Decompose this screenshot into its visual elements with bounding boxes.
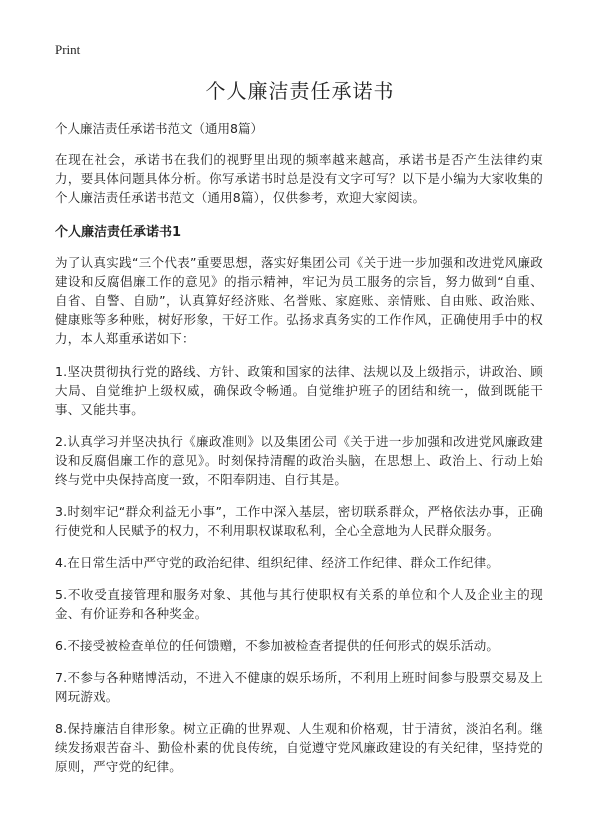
commitment-item-3: 3.时刻牢记“群众利益无小事”，工作中深入基层，密切联系群众，严格依法办事，正确行使党和人民赋予的权力，不利用职权谋取私利，全心全意地为人民群众服务。: [55, 504, 543, 538]
commitment-item-2: 2.认真学习并坚决执行《廉政准则》以及集团公司《关于进一步加强和改进党风廉政建设和反腐倡廉工作的意见》。时刻保持清醒的政治头脑，在思想上、政治上、行动上始终与党中央保持高度一致，不阳奉阴违、自行其是。: [55, 434, 543, 487]
lead-paragraph: 为了认真实践“三个代表”重要思想，落实好集团公司《关于进一步加强和改进党风廉政建设和反腐倡廉工作的意见》的指示精神，牢记为员工服务的宗旨，努力做到“自重、自省、自警、自励”，认真算好经济账、名誉账、家庭账、亲情账、自由账、政治账、健康账等多种账，树好形象，干好工作。弘扬求真务实的工作作风，正确使用手中的权力，本人郑重承诺如下：: [55, 255, 543, 346]
commitment-item-7: 7.不参与各种赌博活动，不进入不健康的娱乐场所，不利用上班时间参与股票交易及上网玩游戏。: [55, 670, 543, 704]
section-heading: 个人廉洁责任承诺书1: [55, 225, 182, 240]
document-subtitle: 个人廉洁责任承诺书范文（通用8篇）: [55, 121, 263, 136]
document-content: [55, 121, 543, 789]
commitment-item-8: 8.保持廉洁自律形象。树立正确的世界观、人生观和价格观，甘于清贫，淡泊名利。继续发扬艰苦奋斗、勤俭朴素的优良传统，自觉遵守党风廉政建设的有关纪律，坚持党的原则，严守党的纪律。: [55, 721, 543, 774]
commitment-item-5: 5.不收受直接管理和服务对象、其他与其行使职权有关系的单位和个人及企业主的现金、有价证券和各种奖金。: [55, 587, 543, 621]
commitment-item-4: 4.在日常生活中严守党的政治纪律、组织纪律、经济工作纪律、群众工作纪律。: [55, 555, 500, 570]
print-link[interactable]: Print: [55, 42, 81, 57]
commitment-item-6: 6.不接受被检查单位的任何馈赠，不参加被检查者提供的任何形式的娱乐活动。: [55, 638, 500, 653]
intro-paragraph: 在现在社会，承诺书在我们的视野里出现的频率越来越高，承诺书是否产生法律约束力，要具体问题具体分析。你写承诺书时总是没有文字可写？以下是小编为大家收集的个人廉洁责任承诺书范文（通用8篇），仅供参考，欢迎大家阅读。: [55, 152, 543, 205]
commitment-item-1: 1.坚决贯彻执行党的路线、方针、政策和国家的法律、法规以及上级指示，讲政治、顾大局、自觉维护上级权威，确保政令畅通。自觉维护班子的团结和统一，做到既能干事、又能共事。: [55, 364, 543, 417]
document-title: 个人廉洁责任承诺书: [205, 79, 395, 103]
